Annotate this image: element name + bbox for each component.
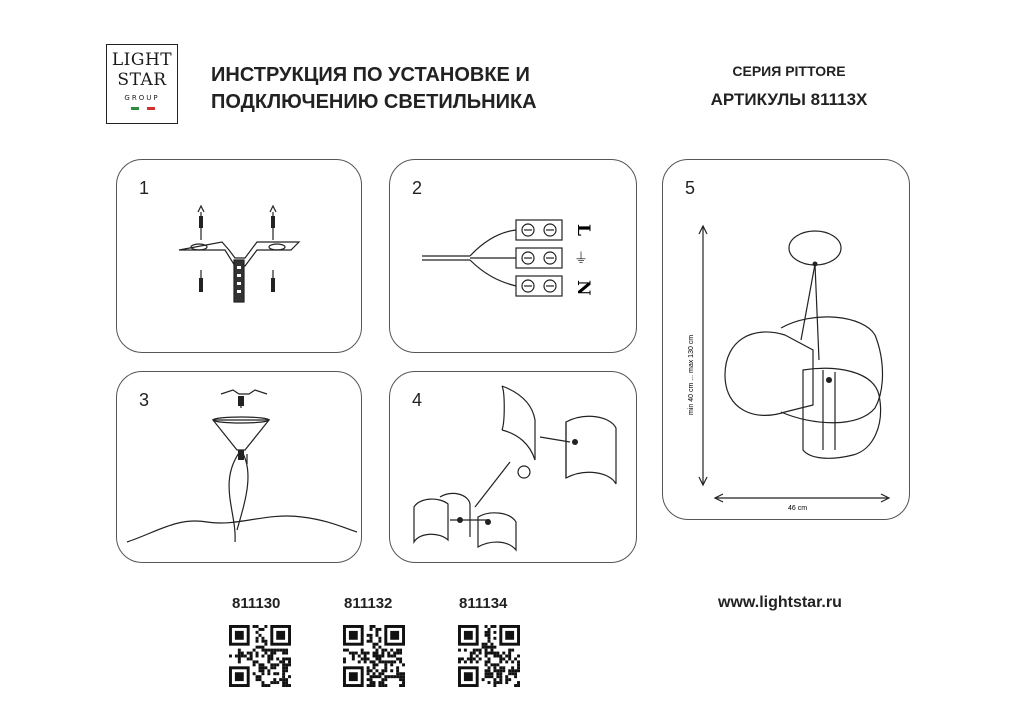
article-code-811134: 811134 xyxy=(459,595,508,612)
title-line-2: ПОДКЛЮЧЕНИЮ СВЕТИЛЬНИКА xyxy=(211,91,537,113)
height-dimension-label: min 40 cm ... max 130 cm xyxy=(688,334,695,415)
series-info xyxy=(694,62,884,112)
step-number: 5 xyxy=(685,178,696,198)
step-5-panel xyxy=(662,159,910,520)
title-line-1: ИНСТРУКЦИЯ ПО УСТАНОВКЕ И xyxy=(211,64,530,86)
article-numbers: АРТИКУЛЫ 81113X xyxy=(710,90,868,109)
step-3-panel xyxy=(116,371,362,563)
step-number: 1 xyxy=(139,178,150,198)
qr-code-811130 xyxy=(229,625,291,687)
step-2-panel xyxy=(389,159,637,353)
italian-flag-stripe xyxy=(131,107,155,110)
document-title xyxy=(211,62,537,116)
qr-code-811132 xyxy=(343,625,405,687)
step-number: 2 xyxy=(412,178,423,198)
bracket-illustration xyxy=(117,160,363,354)
logo-text-group: GROUP xyxy=(124,94,160,102)
step-1-panel xyxy=(116,159,362,353)
width-dimension-label: 46 cm xyxy=(788,505,808,512)
step-4-panel xyxy=(389,371,637,563)
step-number: 3 xyxy=(139,390,150,410)
qr-code-811134 xyxy=(458,625,520,687)
website-url[interactable]: www.lightstar.ru xyxy=(718,594,842,611)
brand-logo xyxy=(106,44,178,124)
canopy-illustration xyxy=(117,372,363,564)
terminal-label-ground: ⏚ xyxy=(574,251,588,267)
terminal-label-l: L xyxy=(573,224,593,236)
article-code-811132: 811132 xyxy=(344,595,393,612)
terminal-label-n: N xyxy=(573,280,593,296)
step-number: 4 xyxy=(412,390,423,410)
article-code-811130: 811130 xyxy=(232,595,281,612)
logo-text-light: LIGHT xyxy=(111,50,173,70)
wiring-illustration xyxy=(390,160,638,354)
dimension-illustration xyxy=(663,160,911,521)
series-name: СЕРИЯ PITTORE xyxy=(732,63,846,79)
shade-assembly-illustration xyxy=(390,372,638,564)
logo-text-star: STAR xyxy=(117,70,167,90)
